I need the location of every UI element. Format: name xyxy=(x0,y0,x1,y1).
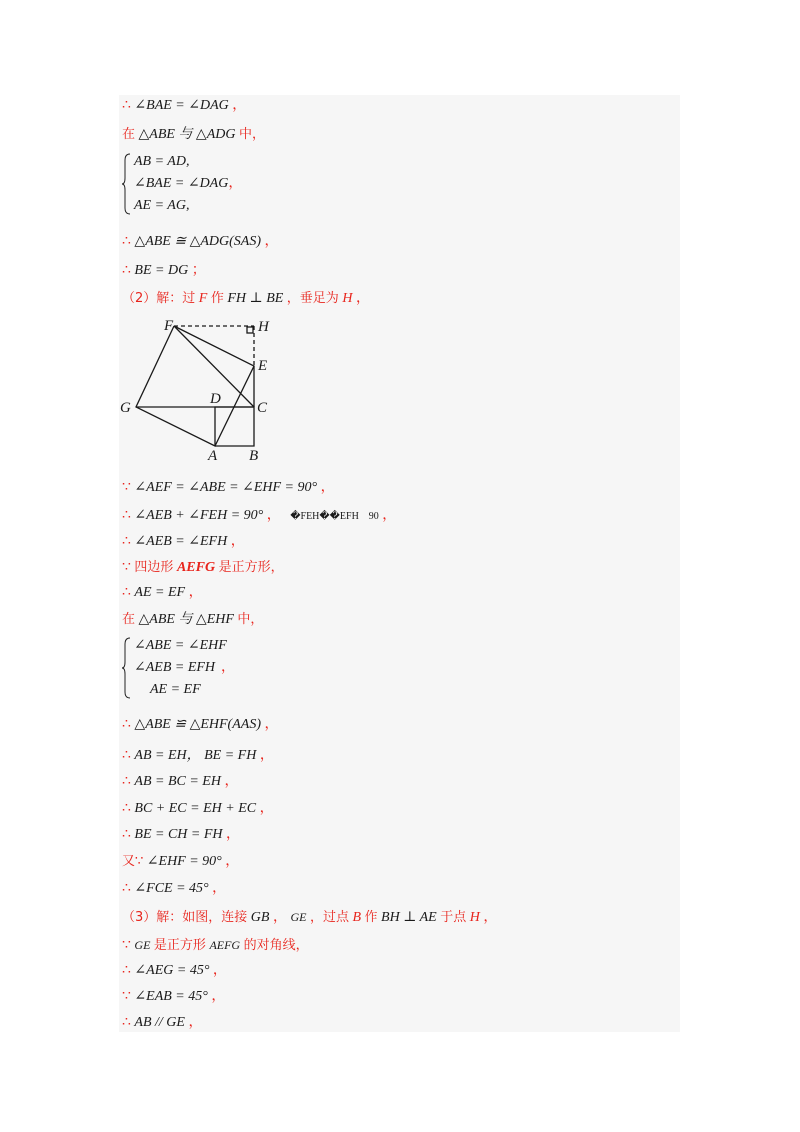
math-expression: △ABE 与 △ADG xyxy=(138,127,236,142)
proof-line-21: ∴ ∠AEG = 45° ， xyxy=(122,963,227,978)
system-row: AB = AD, xyxy=(134,154,190,169)
left-brace-icon xyxy=(122,152,132,216)
proof-line-23: ∴ AB // GE ， xyxy=(122,1015,203,1030)
system-row: ∠AEB = EFH ， xyxy=(134,660,236,675)
label-B: B xyxy=(249,448,259,464)
text: 在 xyxy=(122,127,136,142)
proof-line-4: ∴ BE = DG ； xyxy=(122,263,206,278)
system-row: AE = EF xyxy=(150,682,201,697)
proof-line-1 xyxy=(122,96,246,116)
proof-line-3: ∴ △ABE ≅ △ADG(SAS) ， xyxy=(122,234,279,249)
left-brace-icon xyxy=(122,636,132,700)
label-C: C xyxy=(257,400,268,416)
proof-line-18: ∴ ∠FCE = 45° ， xyxy=(122,881,227,896)
system-row: ∠ABE = ∠EHF xyxy=(134,638,227,653)
proof-line-20: ∵ GE 是正方形 AEFG 的对角线， xyxy=(122,938,309,953)
system-row: AE = AG, xyxy=(134,198,190,213)
text: 中， xyxy=(238,127,265,142)
math-expression: ∠BAE = ∠DAG xyxy=(134,98,229,113)
proof-line-13: ∴ AB = EH， BE = FH ， xyxy=(122,748,274,763)
proof-line-8: ∴ ∠AEB = ∠EFH ， xyxy=(122,534,245,549)
proof-line-6: ∵ ∠AEF = ∠ABE = ∠EHF = 90° ， xyxy=(122,480,335,495)
label-G: G xyxy=(120,400,131,416)
proof-line-12: ∴ △ABE ≌ △EHF(AAS) ， xyxy=(122,717,279,732)
label-D: D xyxy=(210,391,221,407)
square-aefg xyxy=(136,326,254,446)
proof-line-2 xyxy=(122,125,265,145)
label-A: A xyxy=(208,448,218,464)
label-E: E xyxy=(258,358,268,374)
therefore-symbol: ∴ xyxy=(122,98,131,113)
proof-line-22: ∵ ∠EAB = 45° ， xyxy=(122,989,226,1004)
proof-line-9: ∵ 四边形 AEFG 是正方形， xyxy=(122,560,284,575)
proof-line-16: ∴ BE = CH = FH ， xyxy=(122,827,241,842)
label-H: H xyxy=(258,319,269,335)
punctuation: ， xyxy=(232,98,247,113)
proof-line-14: ∴ AB = BC = EH ， xyxy=(122,774,239,789)
system-row: ∠BAE = ∠DAG， xyxy=(134,176,243,191)
proof-line-10: ∴ AE = EF ， xyxy=(122,585,203,600)
proof-line-11: 在 △ABE 与 △EHF 中， xyxy=(122,612,264,627)
square-abcd xyxy=(215,407,254,446)
proof-line-15: ∴ BC + EC = EH + EC ， xyxy=(122,801,274,816)
geometry-figure xyxy=(118,314,288,464)
label-F: F xyxy=(164,318,174,334)
proof-line-7: ∴ ∠AEB + ∠FEH = 90° ， �FEH��EFH 90 ， xyxy=(122,508,397,523)
part-2-heading: （2）解：过 F 作 FH ⊥ BE ，垂足为 H ， xyxy=(122,291,370,306)
part-3-heading: （3）解：如图，连接 GB ， GE ，过点 B 作 BH ⊥ AE 于点 H ， xyxy=(122,910,498,925)
proof-line-17: 又∵ ∠EHF = 90° ， xyxy=(122,854,240,869)
